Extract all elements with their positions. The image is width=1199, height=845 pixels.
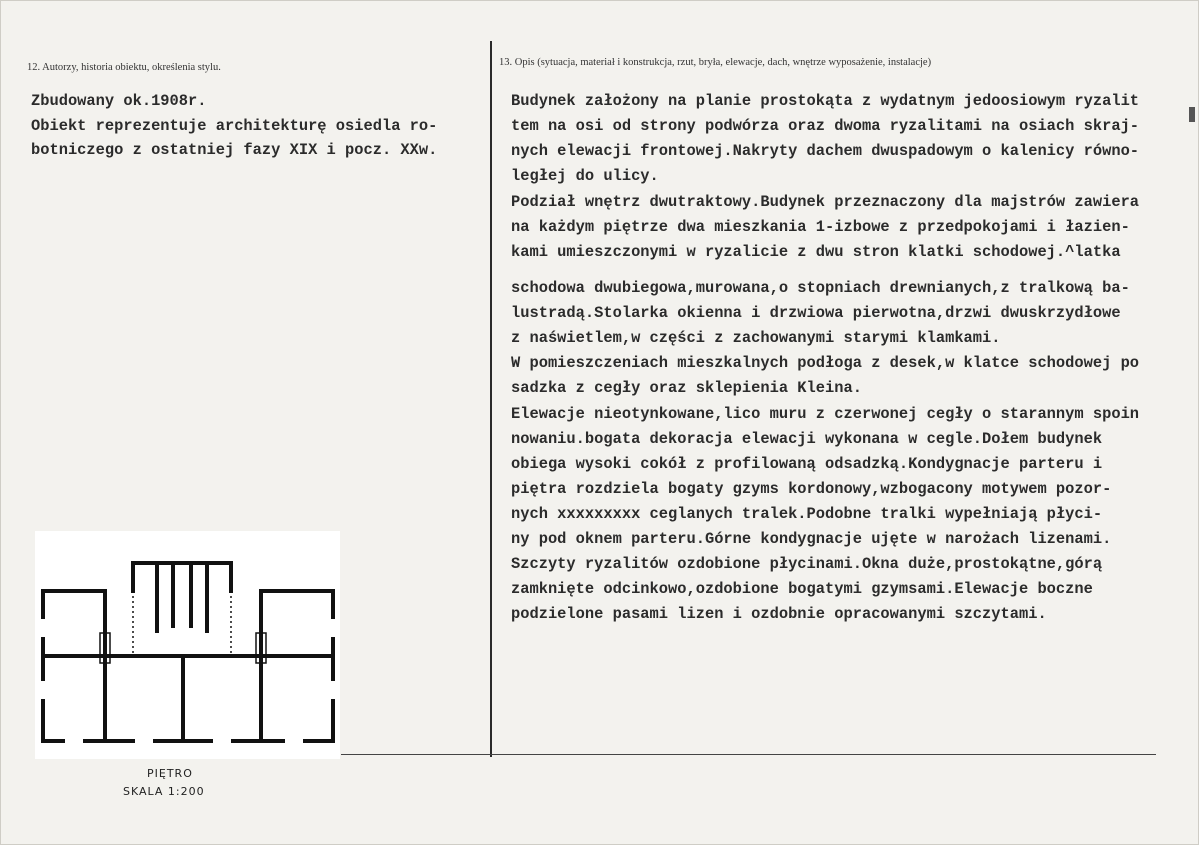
left-line: botniczego z ostatniej fazy XIX i pocz. XXw. xyxy=(31,141,438,159)
description-line: z naświetlem,w części z zachowanymi starymi klamkami. xyxy=(511,329,1001,347)
header-authors-history: 12. Autorzy, historia obiektu, określenia stylu. xyxy=(27,62,221,73)
description-line: Szczyty ryzalitów ozdobione płycinami.Okna duże,prostokątne,górą xyxy=(511,555,1103,573)
description-line: nych elewacji frontowej.Nakryty dachem dwuspadowym o kalenicy równo- xyxy=(511,142,1140,160)
description-line: Budynek założony na planie prostokąta z wydatnym jedoosiowym ryzalit xyxy=(511,92,1140,110)
description-line: ny pod oknem parteru.Górne kondygnacje ujęte w narożach lizenami. xyxy=(511,530,1112,548)
description-line: sadzka z cegły oraz sklepienia Kleina. xyxy=(511,379,862,397)
description-line: schodowa dwubiegowa,murowana,o stopniach drewnianych,z tralkową ba- xyxy=(511,279,1130,297)
left-line: Zbudowany ok.1908r. xyxy=(31,92,207,110)
edge-mark xyxy=(1189,107,1195,122)
description-line: piętra rozdziela bogaty gzyms kordonowy,wzbogacony motywem pozor- xyxy=(511,480,1112,498)
bottom-rule xyxy=(341,754,1156,755)
description-line: lustradą.Stolarka okienna i drzwiowa pierwotna,drzwi dwuskrzydłowe xyxy=(511,304,1121,322)
description-line: tem na osi od strony podwórza oraz dwoma ryzalitami na osiach skraj- xyxy=(511,117,1140,135)
description-line: podzielone pasami lizen i ozdobnie opracowanymi szczytami. xyxy=(511,605,1047,623)
plan-caption: PIĘTRO xyxy=(147,767,193,780)
description-line: nowaniu.bogata dekoracja elewacji wykonana w cegle.Dołem budynek xyxy=(511,430,1103,448)
description-line: na każdym piętrze dwa mieszkania 1-izbowe z przedpokojami i łazien- xyxy=(511,218,1130,236)
plan-scale: SKALA 1:200 xyxy=(123,785,205,798)
description-line: kami umieszczonymi w ryzalicie z dwu stron klatki schodowej.^latka xyxy=(511,243,1121,261)
floor-plan-image xyxy=(35,531,340,759)
left-line: Obiekt reprezentuje architekturę osiedla ro- xyxy=(31,117,438,135)
description-line: Podział wnętrz dwutraktowy.Budynek przeznaczony dla majstrów zawiera xyxy=(511,193,1140,211)
header-description: 13. Opis (sytuacja, materiał i konstrukcja, rzut, bryła, elewacje, dach, wnętrze wyposażenie, instalacje) xyxy=(499,57,932,68)
description-line: obiega wysoki cokół z profilowaną odsadzką.Kondygnacje parteru i xyxy=(511,455,1103,473)
description-line: nych xxxxxxxxx ceglanych tralek.Podobne tralki wypełniają płyci- xyxy=(511,505,1103,523)
floor-plan-drawing xyxy=(35,531,340,759)
description-line: ległej do ulicy. xyxy=(511,167,659,185)
column-divider xyxy=(490,41,492,757)
description-line: Elewacje nieotynkowane,lico muru z czerwonej cegły o starannym spoin xyxy=(511,405,1140,423)
description-line: zamknięte odcinkowo,ozdobione bogatymi gzymsami.Elewacje boczne xyxy=(511,580,1093,598)
description-line: W pomieszczeniach mieszkalnych podłoga z desek,w klatce schodowej po xyxy=(511,354,1140,372)
